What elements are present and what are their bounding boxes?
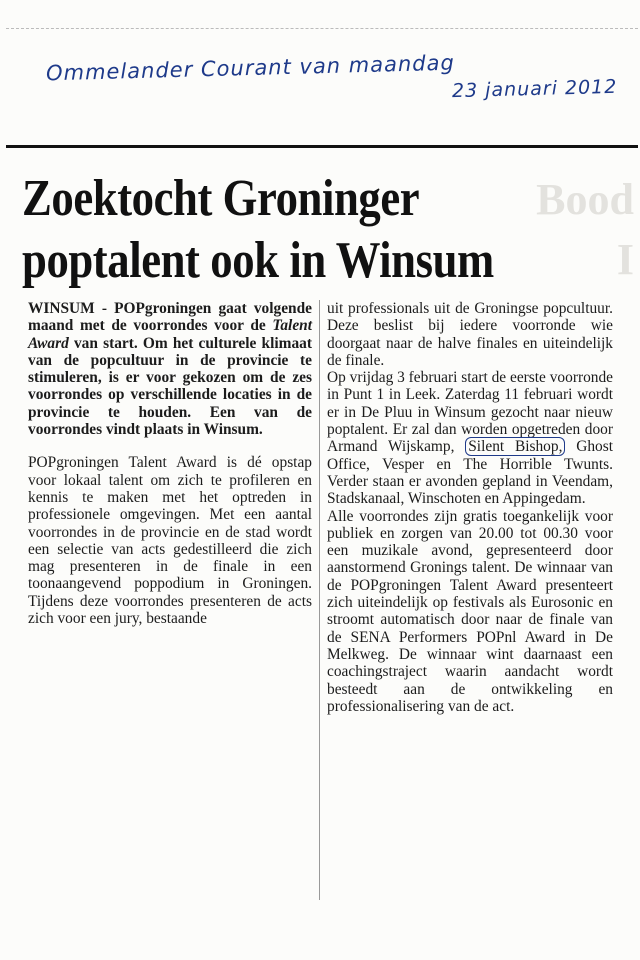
- article-lead: [28, 300, 312, 438]
- bleed-through-text: I: [616, 235, 634, 284]
- bleed-through-text: Bood: [536, 175, 634, 224]
- headline-line-1: Zoektocht Groninger: [22, 170, 420, 227]
- column-divider: [319, 300, 320, 900]
- paragraph-3-text: Op vrijdag 3 februari start de eerste voorronde in Punt 1 in Leek. Zaterdag 11 februari wordt er in De Pluu in Winsum gezocht naar nieuw poptalent. Er zal dan worden opgetreden door Armand Wijskamp,: [327, 369, 613, 456]
- article-column-right: [327, 300, 613, 715]
- article-paragraph-1: POPgroningen Talent Award is dé opstap voor lokaal talent om zich te profileren en kennis te maken met het optreden in professionele omgevingen. Met een aantal voorrondes in de provincie en de stad wordt een selectie van acts gedestilleerd die zich mag presenteren in de finale in een toonaangevend poppodium in Groningen. Tijdens deze voorrondes presenteren de acts zich voor een jury, bestaande: [28, 454, 312, 628]
- top-rule: [6, 145, 638, 148]
- article-paragraph-4: Alle voorrondes zijn gratis toegankelijk voor publiek en zorgen van 20.00 tot 00.30 voor een muzikale avond, gepresenteerd door aanstormend Gronings talent. De winnaar van de POPgroningen Talent Award presenteert zich uiteindelijk op festivals als Eurosonic en stroomt automatisch door naar de finale van de SENA Performers POPnl Award in De Melkweg. De winnaar wint daarnaast een coachingstraject waarin aandacht wordt besteedt aan de ontwikkeling en professionalisering van de act.: [327, 507, 613, 715]
- award-name: Talent Award: [28, 317, 312, 352]
- scan-edge: [6, 28, 638, 29]
- paragraph-3-end: Ghost Office, Vesper en The Horrible Twunts. Verder staan er avonden gepland in Veendam, Stadskanaal, Winschoten en Appingedam.: [327, 438, 614, 508]
- article-column-left: [28, 300, 312, 627]
- article-paragraph-3: [327, 369, 613, 507]
- handwritten-source-note: Ommelander Courant van maandag: [45, 50, 456, 86]
- lead-text-1: - POPgroningen gaat volgende maand met de voorrondes voor de: [28, 300, 312, 335]
- circled-band-name: Silent Bishop,: [465, 437, 565, 456]
- lead-text-2: van start. Om het culturele klimaat van de popcultuur in de provincie te stimuleren, is er voor gekozen om de zes voorrondes op verschillende locaties in de provincie te houden. Een van de voorrondes vindt plaats in Winsum.: [28, 334, 312, 439]
- article-paragraph-2: uit professionals uit de Groningse popcultuur. Deze beslist bij iedere voorronde wie doorgaat naar de halve finales en uiteindelijk de finale.: [327, 300, 613, 369]
- paragraph-gap: [28, 438, 312, 454]
- dateline: WINSUM: [28, 300, 95, 317]
- headline: [22, 168, 538, 292]
- headline-line-2: poptalent ook in Winsum: [22, 232, 494, 289]
- handwritten-date-note: 23 januari 2012: [451, 75, 618, 103]
